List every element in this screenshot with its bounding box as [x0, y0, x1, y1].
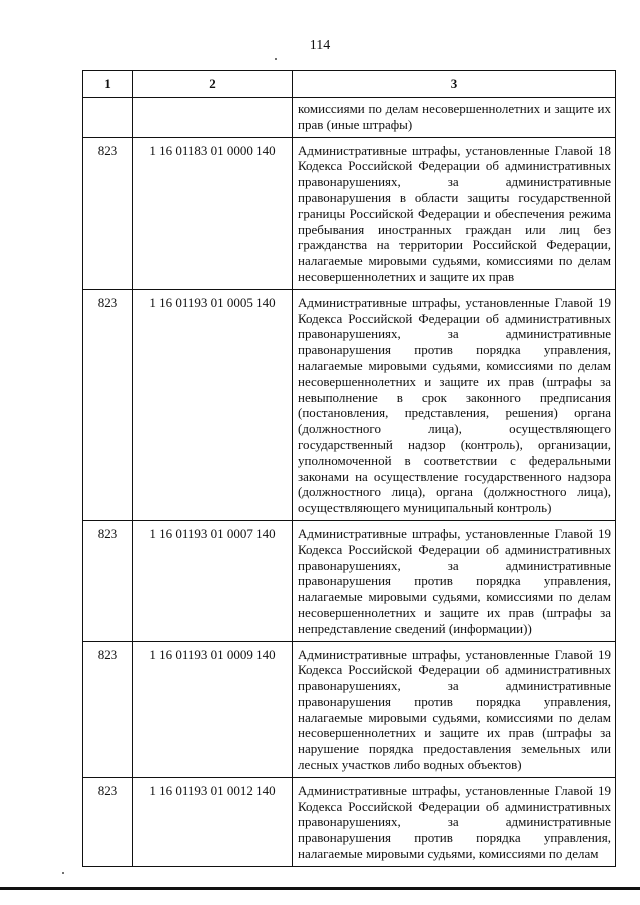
header-col-1: 1: [83, 71, 133, 98]
revenue-code-cell: 1 16 01193 01 0012 140: [133, 777, 293, 866]
table-row: [83, 289, 616, 520]
description-cell: Административные штрафы, установленные Главой 19 Кодекса Российской Федерации об административных правонарушениях, за административные правонарушения против порядка управления, налагаемые мировыми судьями, комиссиями по делам несовершеннолетних и защите их прав (штрафы за нарушение порядка предоставления земельных или лесных участков либо водных объектов): [293, 641, 616, 777]
scan-bottom-edge: [0, 887, 640, 890]
page-number: 114: [309, 38, 331, 53]
revenue-code-cell: 1 16 01193 01 0009 140: [133, 641, 293, 777]
admin-code-cell: 823: [83, 289, 133, 520]
header-col-3: 3: [293, 71, 616, 98]
admin-code-cell: 823: [83, 137, 133, 289]
description-cell: Административные штрафы, установленные Главой 18 Кодекса Российской Федерации об административных правонарушениях, за административные правонарушения в области защиты государственной границы Российской Федерации и обеспечения режима пребывания иностранных граждан или лиц без гражданства на территории Российской Федерации, налагаемые мировыми судьями, комиссиями по делам несовершеннолетних и защите их прав: [293, 137, 616, 289]
admin-code-cell: 823: [83, 777, 133, 866]
scan-speck-bottom: [62, 872, 64, 874]
table-header-row: [83, 71, 616, 98]
table-row: [83, 777, 616, 866]
codes-table: [82, 70, 616, 867]
description-cell: комиссиями по делам несовершеннолетних и защите их прав (иные штрафы): [293, 98, 616, 138]
admin-code-cell: [83, 98, 133, 138]
revenue-code-cell: 1 16 01193 01 0007 140: [133, 520, 293, 641]
table-row: [83, 641, 616, 777]
description-cell: Административные штрафы, установленные Главой 19 Кодекса Российской Федерации об административных правонарушениях, за административные правонарушения против порядка управления, налагаемые мировыми судьями, комиссиями по делам: [293, 777, 616, 866]
revenue-code-cell: 1 16 01183 01 0000 140: [133, 137, 293, 289]
description-cell: Административные штрафы, установленные Главой 19 Кодекса Российской Федерации об административных правонарушениях, за административные правонарушения против порядка управления, налагаемые мировыми судьями, комиссиями по делам несовершеннолетних и защите их прав (штрафы за невыполнение в срок законного предписания (постановления, представления, решения) органа (должностного лица), осуществляющего государственный надзор (контроль), организации, уполномоченной в соответствии с федеральными законами на осуществление государственного надзора (должностного лица), органа (должностного лица), осуществляющего муниципальный контроль): [293, 289, 616, 520]
scan-speck-top: [275, 58, 277, 60]
revenue-code-cell: 1 16 01193 01 0005 140: [133, 289, 293, 520]
header-col-2: 2: [133, 71, 293, 98]
table-row: [83, 137, 616, 289]
admin-code-cell: 823: [83, 641, 133, 777]
table-row: [83, 520, 616, 641]
admin-code-cell: 823: [83, 520, 133, 641]
table-row: [83, 98, 616, 138]
description-cell: Административные штрафы, установленные Главой 19 Кодекса Российской Федерации об административных правонарушениях, за административные правонарушения против порядка управления, налагаемые мировыми судьями, комиссиями по делам несовершеннолетних и защите их прав (штрафы за непредставление сведений (информации)): [293, 520, 616, 641]
revenue-code-cell: [133, 98, 293, 138]
